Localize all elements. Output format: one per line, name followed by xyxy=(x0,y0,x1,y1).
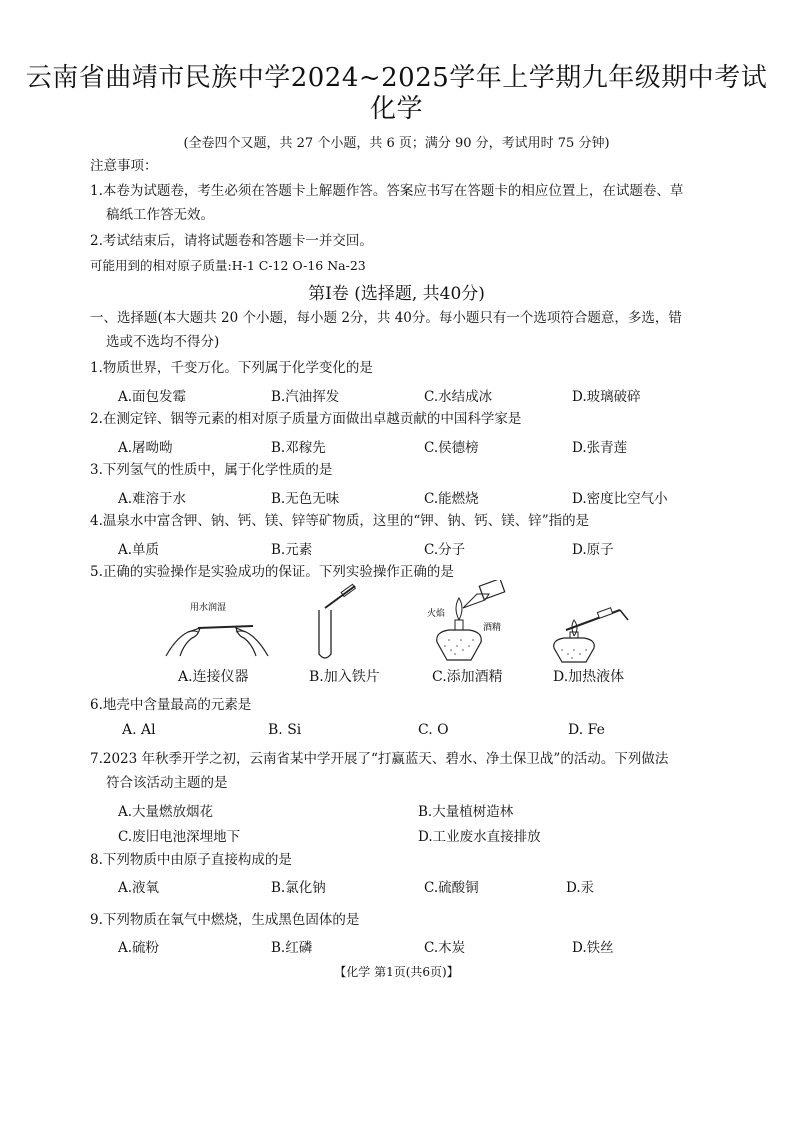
q3-option-c: C.能燃烧 xyxy=(424,491,479,507)
q4-option-d: D.原子 xyxy=(572,542,614,558)
q9-option-a: A.硫粉 xyxy=(118,940,160,956)
q9-option-b: B.红磷 xyxy=(271,940,313,956)
q6-option-a: A. Al xyxy=(122,722,156,738)
exam-title: 云南省曲靖市民族中学2024~2025学年上学期九年级期中考试 xyxy=(25,63,768,93)
q2-option-c: C.侯德榜 xyxy=(424,440,479,456)
q7-option-a: A.大量燃放烟花 xyxy=(118,804,214,820)
subject-title: 化学 xyxy=(369,94,423,124)
heating-liquid-figure xyxy=(548,580,633,664)
q8-option-d: D.汞 xyxy=(566,880,595,896)
q7-option-b: B.大量植树造林 xyxy=(418,804,514,820)
q2-stem: 2.在测定锌、铟等元素的相对原子质量方面做出卓越贡献的中国科学家是 xyxy=(90,411,522,427)
q8-option-b: B.氯化钠 xyxy=(271,880,326,896)
q2-option-b: B.邓稼先 xyxy=(271,440,326,456)
q7-option-c: C.废旧电池深埋地下 xyxy=(118,829,241,845)
q6-option-b: B. Si xyxy=(268,722,302,738)
section-title: 第Ⅰ卷 (选择题, 共40分) xyxy=(308,284,485,304)
q8-stem: 8.下列物质中由原子直接构成的是 xyxy=(90,852,292,868)
q1-stem: 1.物质世界，千变万化。下列属于化学变化的是 xyxy=(90,360,373,376)
q4-stem: 4.温泉水中富含钾、钠、钙、镁、锌等矿物质，这里的“钾、钠、钙、镁、锌”指的是 xyxy=(90,513,590,529)
connect-instrument-figure xyxy=(158,598,273,663)
test-tube-figure xyxy=(305,582,365,664)
alcohol-label: 酒精 xyxy=(483,623,502,633)
exam-info: (全卷四个又题，共 27 个小题，共 6 页；满分 90 分，考试用时 75 分钟) xyxy=(183,136,610,151)
q4-option-a: A.单质 xyxy=(118,542,160,558)
q5-stem: 5.正确的实验操作是实验成功的保证。下列实验操作正确的是 xyxy=(90,564,454,580)
q7-stem-cont: 符合该活动主题的是 xyxy=(106,775,228,791)
q3-option-a: A.难溶于水 xyxy=(118,491,187,507)
q5-option-b: B.加入铁片 xyxy=(309,669,380,685)
q7-stem: 7.2023 年秋季开学之初，云南省某中学开展了“打赢蓝天、碧水、净土保卫战”的活动。下列做法 xyxy=(90,751,669,767)
q8-option-c: C.硫酸铜 xyxy=(424,880,479,896)
q9-option-d: D.铁丝 xyxy=(572,940,614,956)
q3-stem: 3.下列氢气的性质中，属于化学性质的是 xyxy=(90,462,333,478)
q1-option-c: C.水结成冰 xyxy=(424,389,493,405)
q8-option-a: A.液氧 xyxy=(118,880,160,896)
q7-option-d: D.工业废水直接排放 xyxy=(418,829,541,845)
q9-option-c: C.木炭 xyxy=(424,940,466,956)
note-1: 1.本卷为试题卷，考生必须在答题卡上解题作答。答案应书写在答题卡的相应位置上，在试题卷、草 xyxy=(90,183,684,199)
flame-label: 火焰 xyxy=(427,609,446,619)
q2-option-d: D.张青莲 xyxy=(572,440,628,456)
part1-instructions-cont: 选或不选均不得分) xyxy=(106,334,220,350)
note-2: 2.考试结束后，请将试题卷和答题卡一并交回。 xyxy=(90,233,373,249)
wet-with-water-label: 用水润湿 xyxy=(190,603,227,613)
q1-option-a: A.面包发霉 xyxy=(118,389,187,405)
q6-option-d: D. Fe xyxy=(568,722,605,738)
q1-option-d: D.玻璃破碎 xyxy=(572,389,641,405)
q3-option-b: B.无色无味 xyxy=(271,491,340,507)
q9-stem: 9.下列物质在氧气中燃烧，生成黑色固体的是 xyxy=(90,912,360,928)
q2-option-a: A.屠呦呦 xyxy=(118,440,173,456)
q4-option-b: B.元素 xyxy=(271,542,313,558)
q6-stem: 6.地壳中含量最高的元素是 xyxy=(90,697,252,713)
alcohol-lamp-figure xyxy=(425,580,515,664)
q3-option-d: D.密度比空气小 xyxy=(572,491,668,507)
part1-instructions: 一、选择题(本大题共 20 个小题，每小题 2分，共 40分。每小题只有一个选项符合题意，多选，错 xyxy=(90,310,682,326)
page-footer: 【化学 第1页(共6页)】 xyxy=(334,965,459,979)
q4-option-c: C.分子 xyxy=(424,542,466,558)
q5-option-a: A.连接仪器 xyxy=(178,669,249,685)
q5-option-d: D.加热液体 xyxy=(553,669,625,685)
q6-option-c: C. O xyxy=(418,722,449,738)
atomic-masses: 可能用到的相对原子质量:H-1 C-12 O-16 Na-23 xyxy=(90,258,366,273)
notes-heading: 注意事项： xyxy=(90,158,158,174)
q1-option-b: B.汽油挥发 xyxy=(271,389,340,405)
note-1-cont: 稿纸工作答无效。 xyxy=(106,207,214,223)
q5-option-c: C.添加酒精 xyxy=(432,669,503,685)
